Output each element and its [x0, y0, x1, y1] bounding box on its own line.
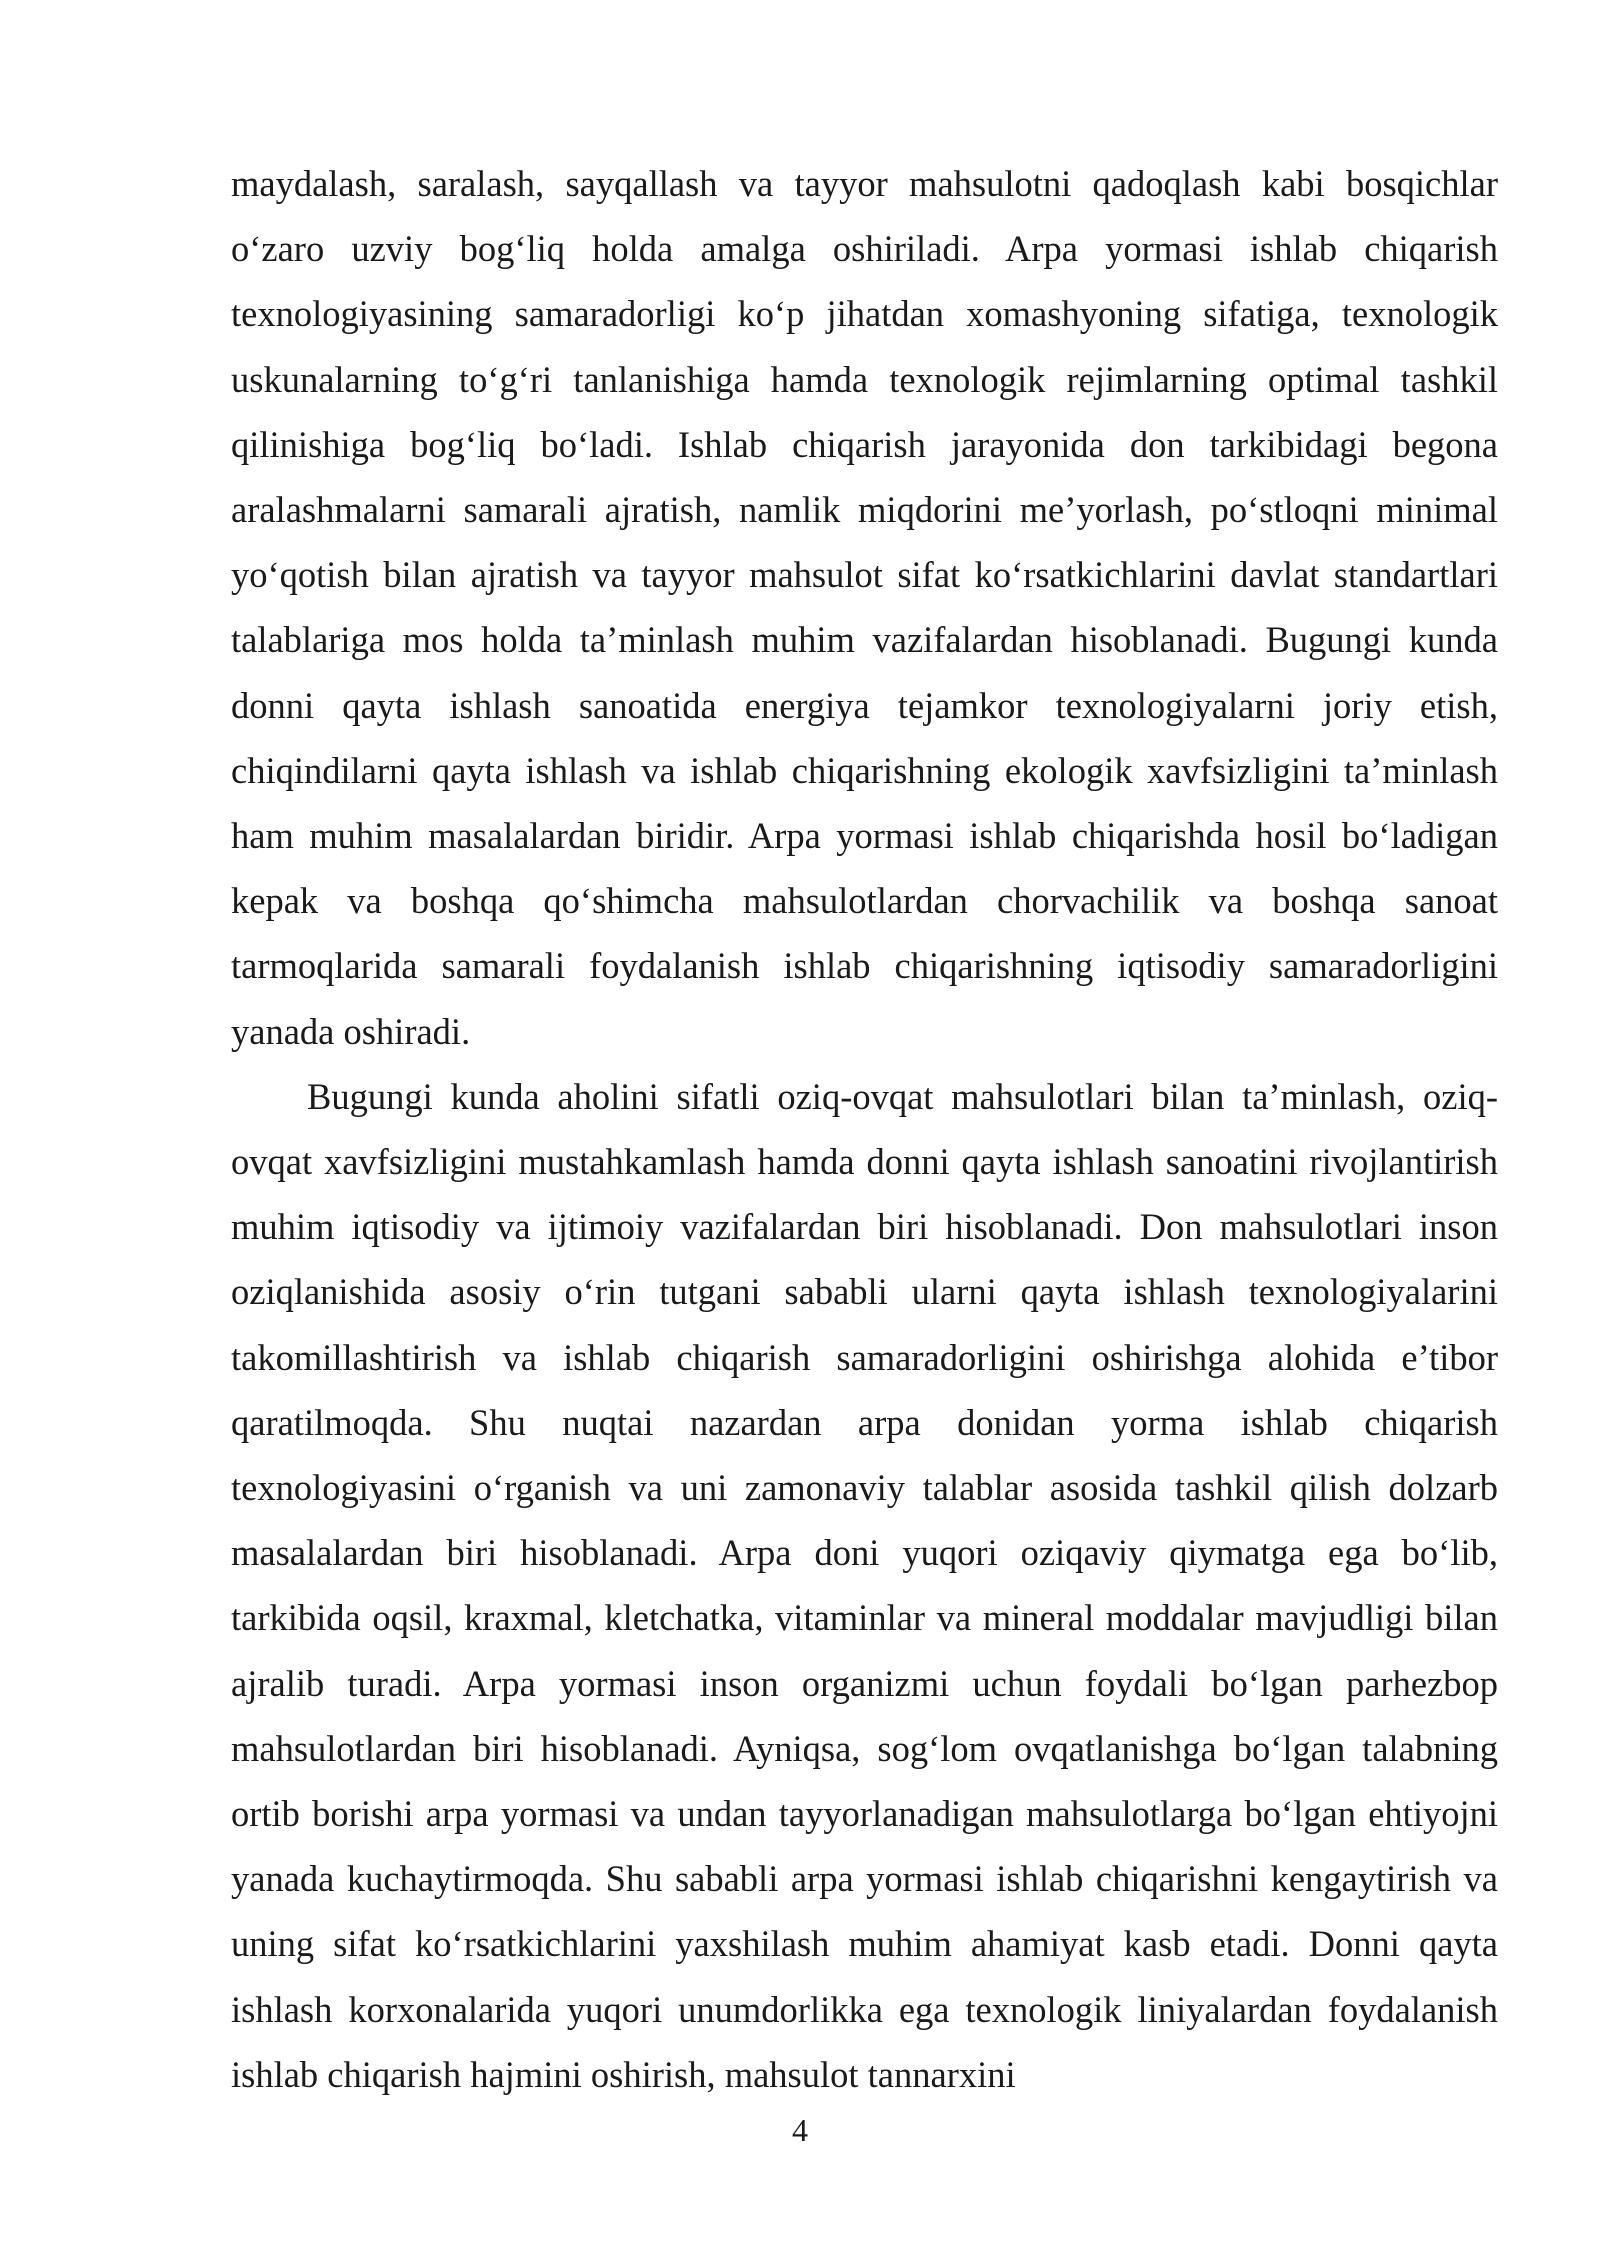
paragraph-intro: Bugungi kunda aholini sifatli oziq-ovqat mahsulotlari bilan ta’minlash, oziq-ovqat xavfsizligini mustahkamlash hamda donni qayta ishlash sanoatini rivojlantirish muhim iqtisodiy va ijtimoiy vazifalardan biri hisoblanadi. Don mahsulotlari inson oziqlanishida asosiy o‘rin tutgani sababli ularni qayta ishlash texnologiyalarini takomillashtirish va ishlab chiqarish samaradorligini oshirishga alohida e’tibor qaratilmoqda. Shu nuqtai nazardan arpa donidan yorma ishlab chiqarish texnologiyasini o‘rganish va uni zamonaviy talablar asosida tashkil qilish dolzarb masalalardan biri hisoblanadi. Arpa doni yuqori oziqaviy qiymatga ega bo‘lib, tarkibida oqsil, kraxmal, kletchatka, vitaminlar va mineral moddalar mavjudligi bilan ajralib turadi. Arpa yormasi inson organizmi uchun foydali bo‘lgan parhezbop mahsulotlardan biri hisoblanadi. Ayniqsa, sog‘lom ovqatlanishga bo‘lgan talabning ortib borishi arpa yormasi va undan tayyorlanadigan mahsulotlarga bo‘lgan ehtiyojni yanada kuchaytirmoqda. Shu sababli arpa yormasi ishlab chiqarishni kengaytirish va uning sifat ko‘rsatkichlarini yaxshilash muhim ahamiyat kasb etadi. Donni qayta ishlash korxonalarida yuqori unumdorlikka ega texnologik liniyalardan foydalanish ishlab chiqarish hajmini oshirish, mahsulot tannarxini: [231, 1075, 1498, 2095]
paragraph-continuation: maydalash, saralash, sayqallash va tayyor mahsulotni qadoqlash kabi bosqichlar o‘zaro uzviy bog‘liq holda amalga oshiriladi. Arpa yormasi ishlab chiqarish texnologiyasining samaradorligi ko‘p jihatdan xomashyoning sifatiga, texnologik uskunalarning to‘g‘ri tanlanishiga hamda texnologik rejimlarning optimal tashkil qilinishiga bog‘liq bo‘ladi. Ishlab chiqarish jarayonida don tarkibidagi begona aralashmalarni samarali ajratish, namlik miqdorini me’yorlash, po‘stloqni minimal yo‘qotish bilan ajratish va tayyor mahsulot sifat ko‘rsatkichlarini davlat standartlari talablariga mos holda ta’minlash muhim vazifalardan hisoblanadi. Bugungi kunda donni qayta ishlash sanoatida energiya tejamkor texnologiyalarni joriy etish, chiqindilarni qayta ishlash va ishlab chiqarishning ekologik xavfsizligini ta’minlash ham muhim masalalardan biridir. Arpa yormasi ishlab chiqarishda hosil bo‘ladigan kepak va boshqa qo‘shimcha mahsulotlardan chorvachilik va boshqa sanoat tarmoqlarida samarali foydalanish ishlab chiqarishning iqtisodiy samaradorligini yanada oshiradi.: [231, 163, 1498, 1052]
page-number: 4: [792, 2112, 808, 2148]
body-text: [231, 151, 1498, 2107]
